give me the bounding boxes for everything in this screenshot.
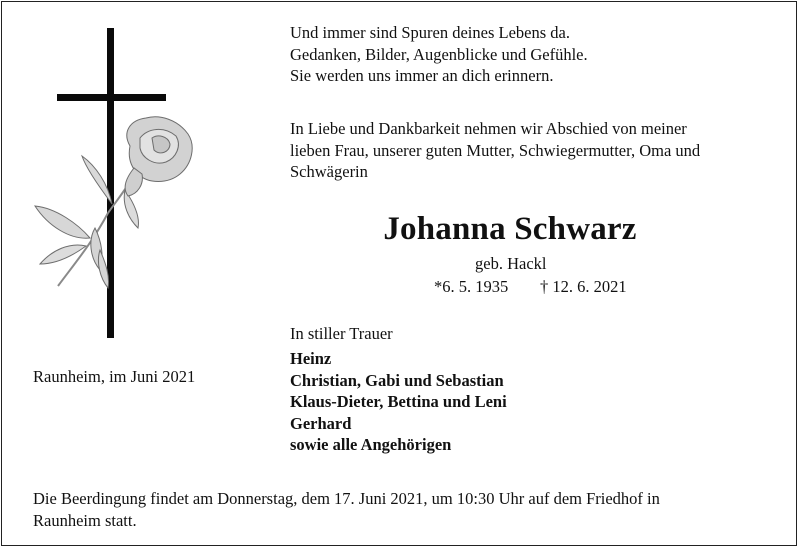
- funeral-line: Raunheim statt.: [33, 510, 137, 530]
- farewell-line: In Liebe und Dankbarkeit nehmen wir Abschied von meiner: [290, 119, 687, 138]
- farewell-line: Schwägerin: [290, 162, 368, 181]
- death-date: † 12. 6. 2021: [540, 277, 627, 296]
- mourners-list: [290, 348, 507, 456]
- memorial-quote: [290, 22, 588, 87]
- mourner-entry: Gerhard: [290, 413, 352, 433]
- mourner-entry: sowie alle Angehörigen: [290, 435, 452, 454]
- funeral-notice: [33, 488, 660, 531]
- cross-icon: [57, 28, 166, 338]
- born-name: geb. Hackl: [475, 254, 547, 273]
- quote-line: Und immer sind Spuren deines Lebens da.: [290, 23, 570, 42]
- place-date: Raunheim, im Juni 2021: [33, 367, 196, 386]
- mourner-entry: Klaus-Dieter, Bettina und Leni: [290, 392, 507, 411]
- mourner-entry: Christian, Gabi und Sebastian: [290, 370, 504, 390]
- funeral-line: Die Beerdingung findet am Donnerstag, dem 17. Juni 2021, um 10:30 Uhr auf dem Friedhof in: [33, 489, 660, 508]
- deceased-name: Johanna Schwarz: [383, 211, 637, 247]
- mourning-heading: In stiller Trauer: [290, 324, 393, 343]
- farewell-line: lieben Frau, unserer guten Mutter, Schwiegermutter, Oma und: [290, 140, 701, 160]
- birth-date: *6. 5. 1935: [434, 277, 509, 296]
- quote-line: Sie werden uns immer an dich erinnern.: [290, 66, 554, 85]
- quote-line: Gedanken, Bilder, Augenblicke und Gefühle.: [290, 44, 588, 64]
- cross-with-rose-illustration: [30, 28, 230, 348]
- mourner-entry: Heinz: [290, 349, 332, 368]
- farewell-text: [290, 118, 700, 183]
